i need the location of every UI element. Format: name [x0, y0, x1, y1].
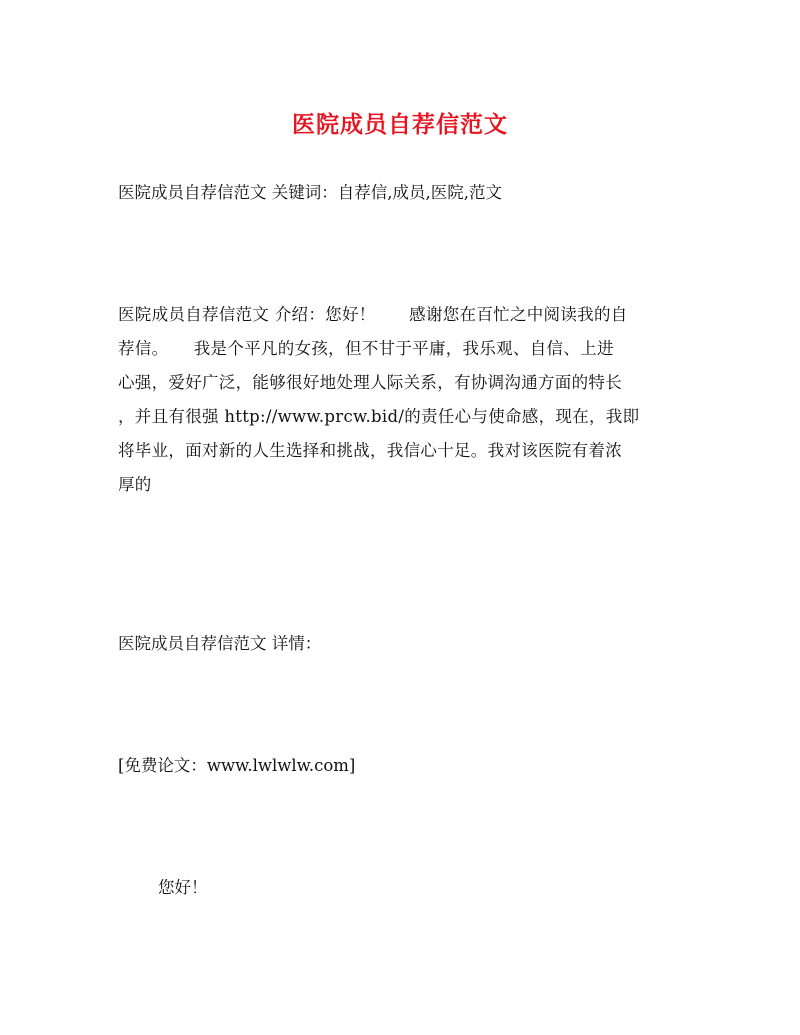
document-title: 医院成员自荐信范文 — [292, 111, 508, 138]
intro-line: ，并且有很强 http://www.prcw.bid/的责任心与使命感，现在，我即 — [118, 407, 640, 426]
intro-line: 医院成员自荐信范文 介绍：您好！ 感谢您在百忙之中阅读我的自 — [118, 305, 628, 324]
keywords-line: 医院成员自荐信范文 关键词：自荐信,成员,医院,范文 — [118, 183, 502, 202]
intro-paragraph — [118, 302, 688, 506]
intro-line: 荐信。 我是个平凡的女孩，但不甘于平庸，我乐观、自信、上进 — [118, 339, 614, 358]
details-line: 医院成员自荐信范文 详情： — [118, 634, 322, 653]
greeting-line: 您好！ — [158, 878, 208, 897]
intro-line: 心强，爱好广泛，能够很好地处理人际关系，有协调沟通方面的特长 — [118, 373, 622, 392]
source-line: [免费论文：www.lwlwlw.com] — [118, 756, 356, 775]
intro-line: 将毕业，面对新的人生选择和挑战，我信心十足。我对该医院有着浓 — [118, 441, 622, 460]
intro-line: 厚的 — [118, 475, 152, 494]
